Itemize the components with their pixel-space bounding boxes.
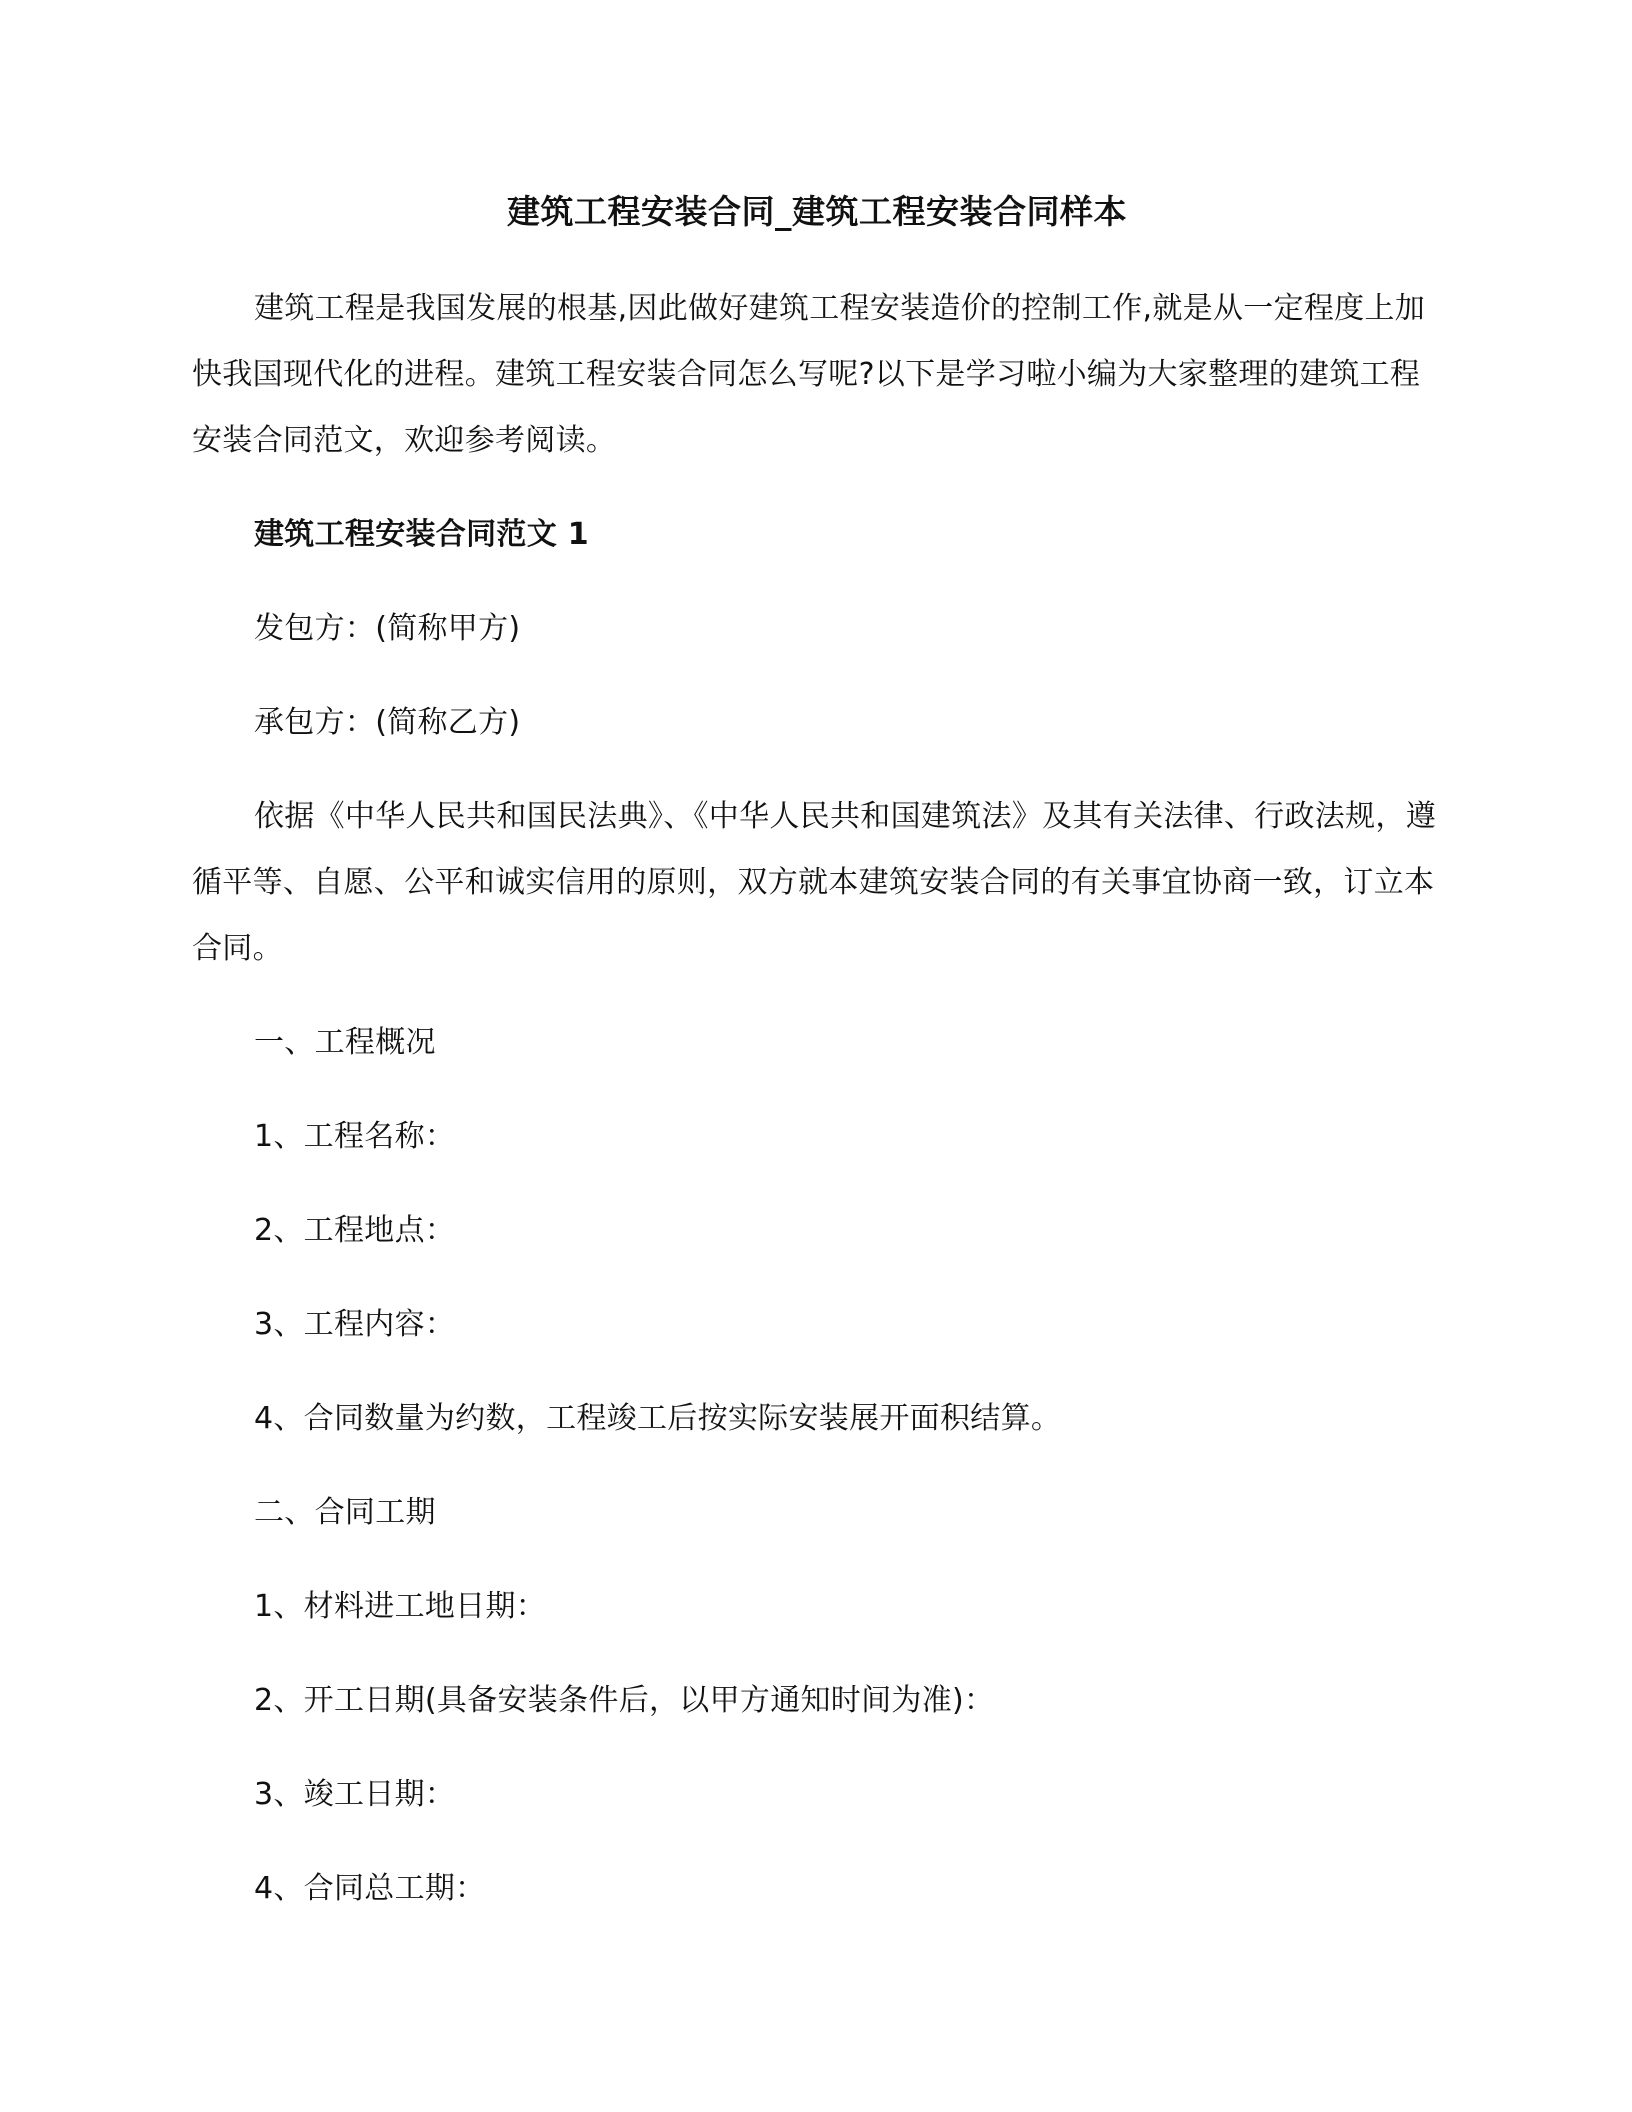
duration-item: 4、合同总工期： <box>254 1871 486 1906</box>
duration-item: 3、竣工日期： <box>254 1777 456 1812</box>
section-heading-duration: 二、合同工期 <box>254 1495 436 1530</box>
document-body <box>192 188 1442 1950</box>
section-heading-overview: 一、工程概况 <box>254 1025 436 1060</box>
duration-item: 1、材料进工地日期： <box>254 1589 547 1624</box>
sample-heading: 建筑工程安装合同范文 1 <box>254 517 589 552</box>
party-b-line: 承包方：(简称乙方) <box>254 705 521 740</box>
preamble-paragraph: 依据《中华人民共和国民法典》、《中华人民共和国建筑法》及其有关法律、行政法规，遵循平等、自愿、公平和诚实信用的原则，双方就本建筑安装合同的有关事宜协商一致，订立本合同。 <box>192 799 1436 966</box>
intro-paragraph: 建筑工程是我国发展的根基,因此做好建筑工程安装造价的控制工作,就是从一定程度上加快我国现代化的进程。建筑工程安装合同怎么写呢?以下是学习啦小编为大家整理的建筑工程安装合同范文，欢迎参考阅读。 <box>192 291 1426 458</box>
document-title: 建筑工程安装合同_建筑工程安装合同样本 <box>507 192 1127 231</box>
overview-item: 3、工程内容： <box>254 1307 456 1342</box>
overview-item: 1、工程名称： <box>254 1119 456 1154</box>
overview-item: 4、合同数量为约数，工程竣工后按实际安装展开面积结算。 <box>254 1401 1062 1436</box>
duration-item: 2、开工日期(具备安装条件后，以甲方通知时间为准)： <box>254 1683 995 1718</box>
party-a-line: 发包方：(简称甲方) <box>254 611 521 646</box>
overview-item: 2、工程地点： <box>254 1213 456 1248</box>
